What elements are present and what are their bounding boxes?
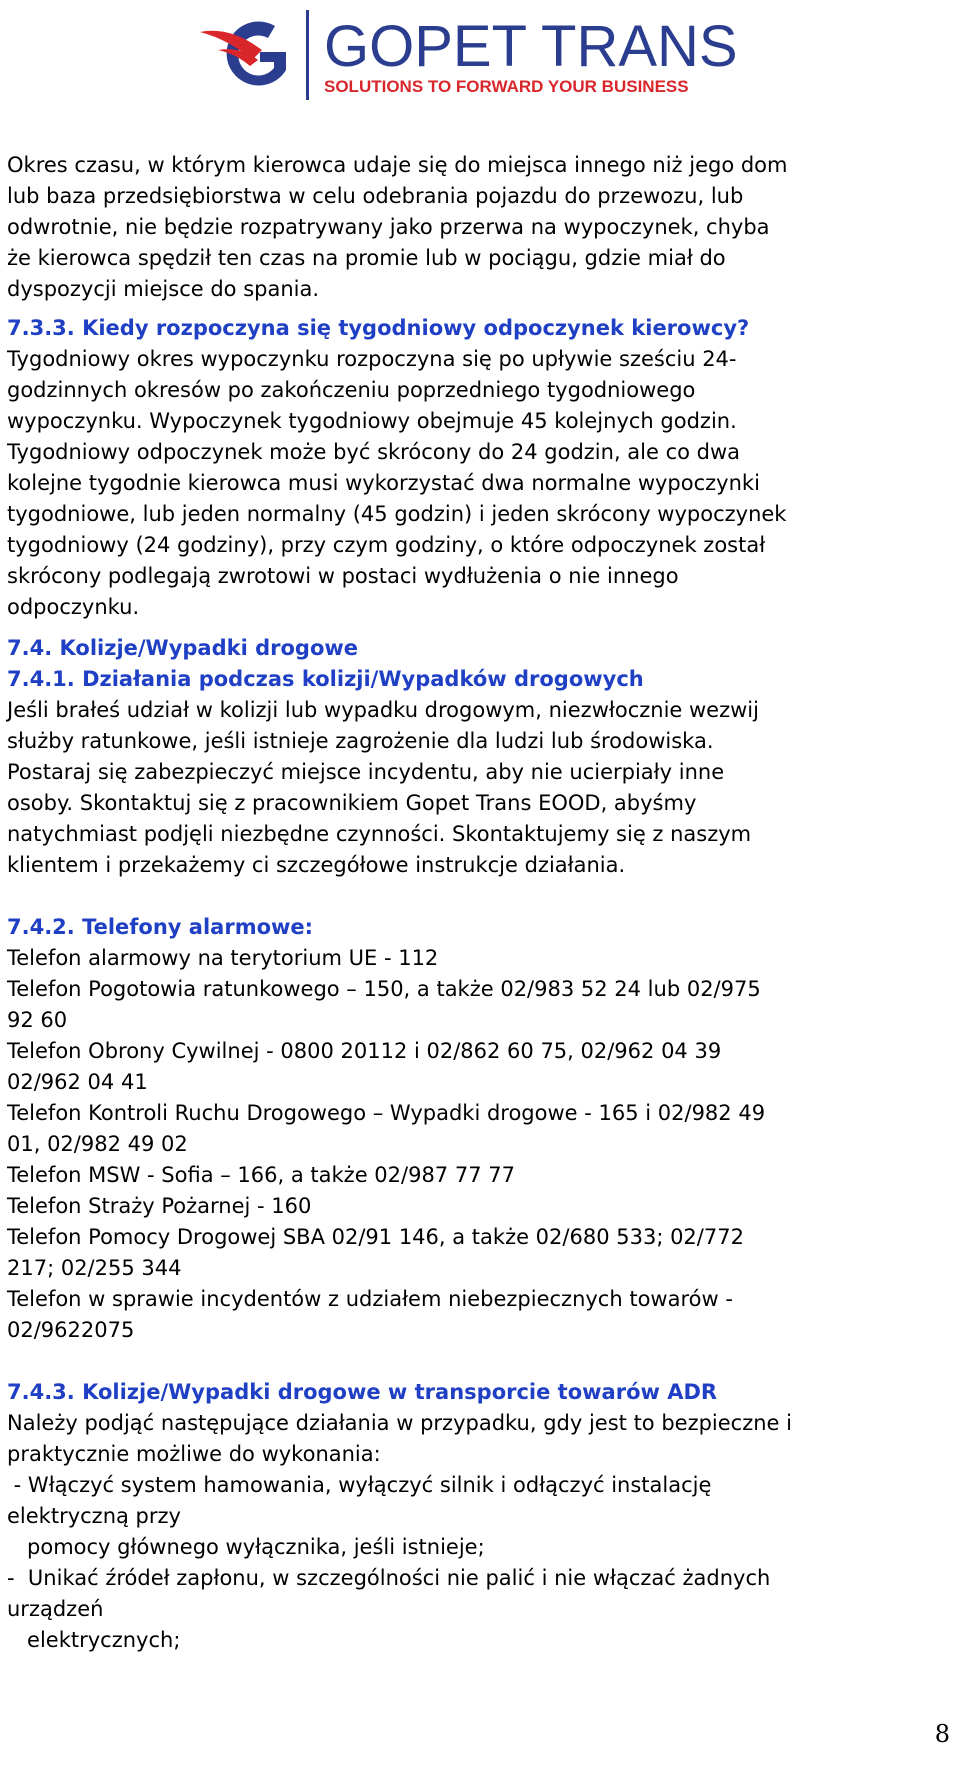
phone-line: 02/9622075 [7,1318,135,1342]
section-line: Postaraj się zabezpieczyć miejsce incydentu, aby nie ucierpiały inne [7,760,725,784]
section-line: tygodniowe, lub jeden normalny (45 godzin) i jeden skrócony wypoczynek [7,502,787,526]
phone-line: 01, 02/982 49 02 [7,1132,188,1156]
intro-line: odwrotnie, nie będzie rozpatrywany jako przerwa na wypoczynek, chyba [7,215,770,239]
phone-line: Telefon alarmowy na terytorium UE - 112 [7,946,439,970]
phone-line: Telefon MSW - Sofia – 166, a także 02/987 77 77 [7,1163,515,1187]
gopet-logo-icon [200,4,760,108]
section-heading-7-4-3: 7.4.3. Kolizje/Wypadki drogowe w transporcie towarów ADR [7,1380,718,1404]
phone-line: 92 60 [7,1008,68,1032]
section-heading-7-4: 7.4. Kolizje/Wypadki drogowe [7,636,359,660]
section-line: tygodniowy (24 godziny), przy czym godziny, o które odpoczynek został [7,533,766,557]
section-line: kolejne tygodnie kierowca musi wykorzystać dwa normalne wypoczynki [7,471,760,495]
intro-line: Okres czasu, w którym kierowca udaje się do miejsca innego niż jego dom [7,153,788,177]
document-body [7,150,952,1656]
phone-line: Telefon Straży Pożarnej - 160 [7,1194,312,1218]
intro-line: że kierowca spędził ten czas na promie lub w pociągu, gdzie miał do [7,246,726,270]
section-line: Tygodniowy okres wypoczynku rozpoczyna się po upływie sześciu 24- [7,347,737,371]
section-line: pomocy głównego wyłącznika, jeśli istnieje; [7,1535,485,1559]
section-line: natychmiast podjęli niezbędne czynności. Skontaktujemy się z naszym [7,822,752,846]
section-line: służby ratunkowe, jeśli istnieje zagrożenie dla ludzi lub środowiska. [7,729,714,753]
intro-line: lub baza przedsiębiorstwa w celu odebrania pojazdu do przewozu, lub [7,184,744,208]
section-line: wypoczynku. Wypoczynek tygodniowy obejmuje 45 kolejnych godzin. [7,409,737,433]
section-line: urządzeń [7,1597,104,1621]
section-line: - Włączyć system hamowania, wyłączyć silnik i odłączyć instalację [7,1473,712,1497]
section-line: klientem i przekażemy ci szczegółowe instrukcje działania. [7,853,626,877]
company-logo [200,4,760,108]
section-line: osoby. Skontaktuj się z pracownikiem Gopet Trans EOOD, abyśmy [7,791,697,815]
section-line: Należy podjąć następujące działania w przypadku, gdy jest to bezpieczne i [7,1411,792,1435]
page-number: 8 [934,1720,950,1748]
logo-tagline: SOLUTIONS TO FORWARD YOUR BUSINESS [324,77,689,96]
phone-line: Telefon Pogotowia ratunkowego – 150, a także 02/983 52 24 lub 02/975 [7,977,761,1001]
phone-line: Telefon Kontroli Ruchu Drogowego – Wypadki drogowe - 165 i 02/982 49 [7,1101,766,1125]
phone-line: Telefon w sprawie incydentów z udziałem niebezpiecznych towarów - [7,1287,733,1311]
phone-line: 217; 02/255 344 [7,1256,182,1280]
phone-line: Telefon Obrony Cywilnej - 0800 20112 i 02/862 60 75, 02/962 04 39 [7,1039,722,1063]
section-line: praktycznie możliwe do wykonania: [7,1442,381,1466]
section-line: godzinnych okresów po zakończeniu poprzedniego tygodniowego [7,378,696,402]
section-line: elektrycznych; [7,1628,181,1652]
section-line: Jeśli brałeś udział w kolizji lub wypadku drogowym, niezwłocznie wezwij [7,698,759,722]
phone-line: Telefon Pomocy Drogowej SBA 02/91 146, a także 02/680 533; 02/772 [7,1225,744,1249]
section-heading-7-3-3: 7.3.3. Kiedy rozpoczyna się tygodniowy odpoczynek kierowcy? [7,316,750,340]
logo-name: GOPET TRANS [324,14,738,79]
section-line: elektryczną przy [7,1504,181,1528]
section-line: - Unikać źródeł zapłonu, w szczególności nie palić i nie włączać żadnych [7,1566,771,1590]
section-heading-7-4-1: 7.4.1. Działania podczas kolizji/Wypadków drogowych [7,667,644,691]
intro-line: dyspozycji miejsce do spania. [7,277,320,301]
section-heading-7-4-2: 7.4.2. Telefony alarmowe: [7,915,314,939]
section-line: skrócony podlegają zwrotowi w postaci wydłużenia o nie innego [7,564,679,588]
phone-line: 02/962 04 41 [7,1070,148,1094]
section-line: Tygodniowy odpoczynek może być skrócony do 24 godzin, ale co dwa [7,440,741,464]
section-line: odpoczynku. [7,595,140,619]
